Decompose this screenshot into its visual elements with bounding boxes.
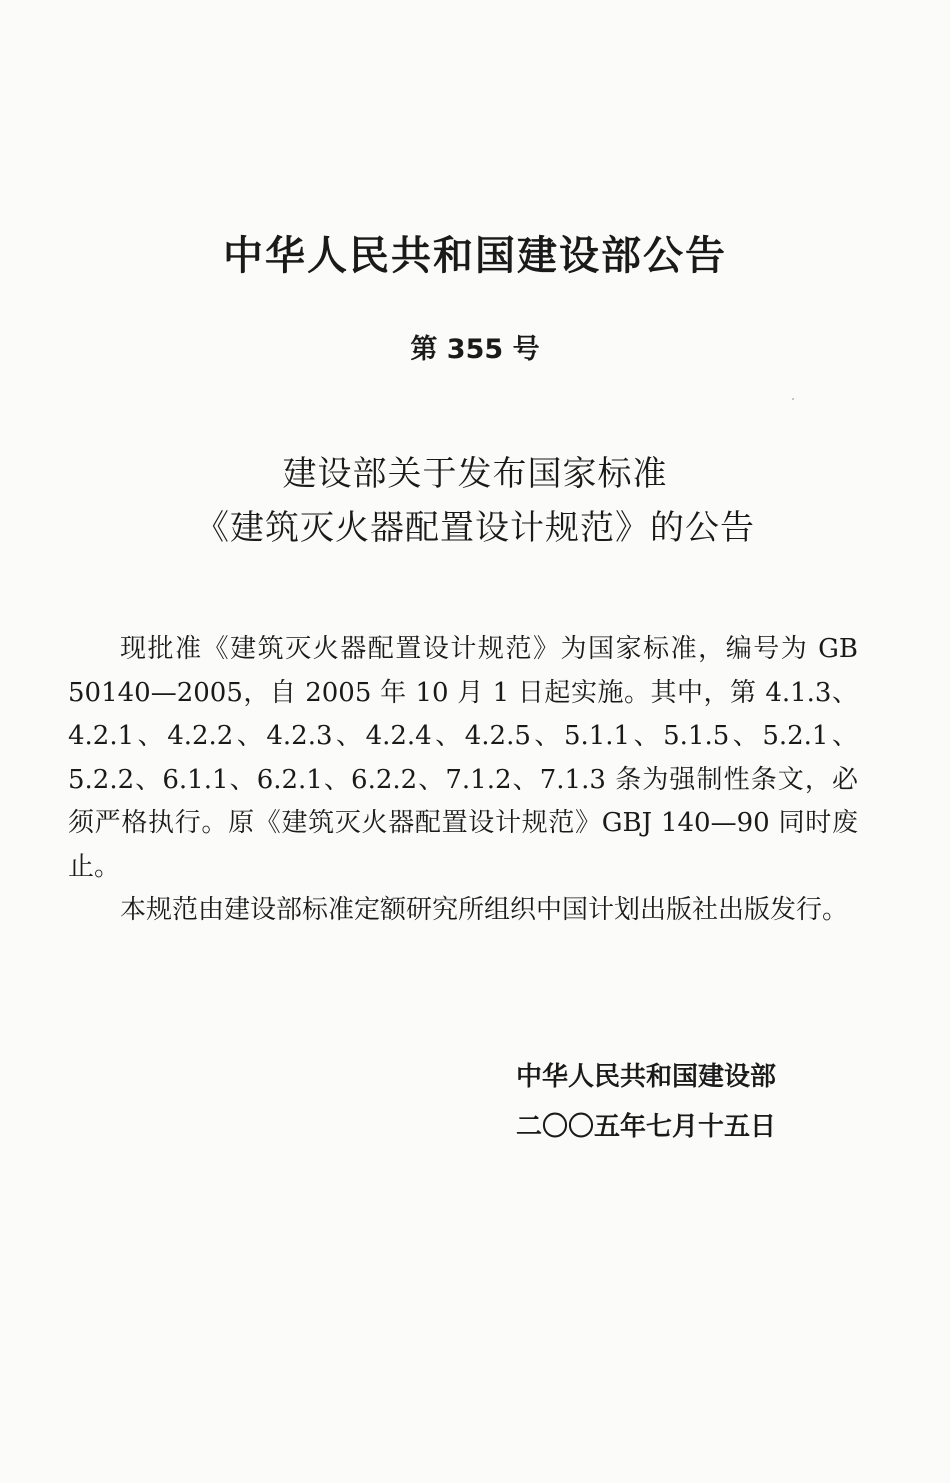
body-paragraph: 现批准《建筑灭火器配置设计规范》为国家标准，编号为 GB 50140—2005，自 2005 年 10 月 1 日起实施。其中，第 4.1.3、4.2.1、4.2.2、4.2.3、4.2.4、4.2.5、5.1.1、5.1.5、5.2.1、5.2.2、6.1.1、6.2.1、6.2.2、7.1.2、7.1.3 条为强制性条文，必须严格执行。原《建筑灭火器配置设计规范》GBJ 140—90 同时废止。 — [68, 634, 858, 882]
subtitle-line: 《建筑灭火器配置设计规范》的公告 — [195, 508, 755, 548]
scan-speck — [792, 398, 794, 400]
announcement-subtitle — [0, 447, 950, 555]
subtitle-line: 建设部关于发布国家标准 — [282, 454, 668, 494]
announcement-title: 中华人民共和国建设部公告 — [223, 233, 727, 279]
body-paragraph: 本规范由建设部标准定额研究所组织中国计划出版社出版发行。 — [120, 895, 849, 925]
issue-date: 二〇〇五年七月十五日 — [516, 1112, 777, 1142]
issuer-name: 中华人民共和国建设部 — [516, 1062, 777, 1092]
announcement-number: 第 355 号 — [410, 334, 540, 365]
announcement-body — [68, 628, 858, 933]
signature-block — [516, 1052, 836, 1152]
